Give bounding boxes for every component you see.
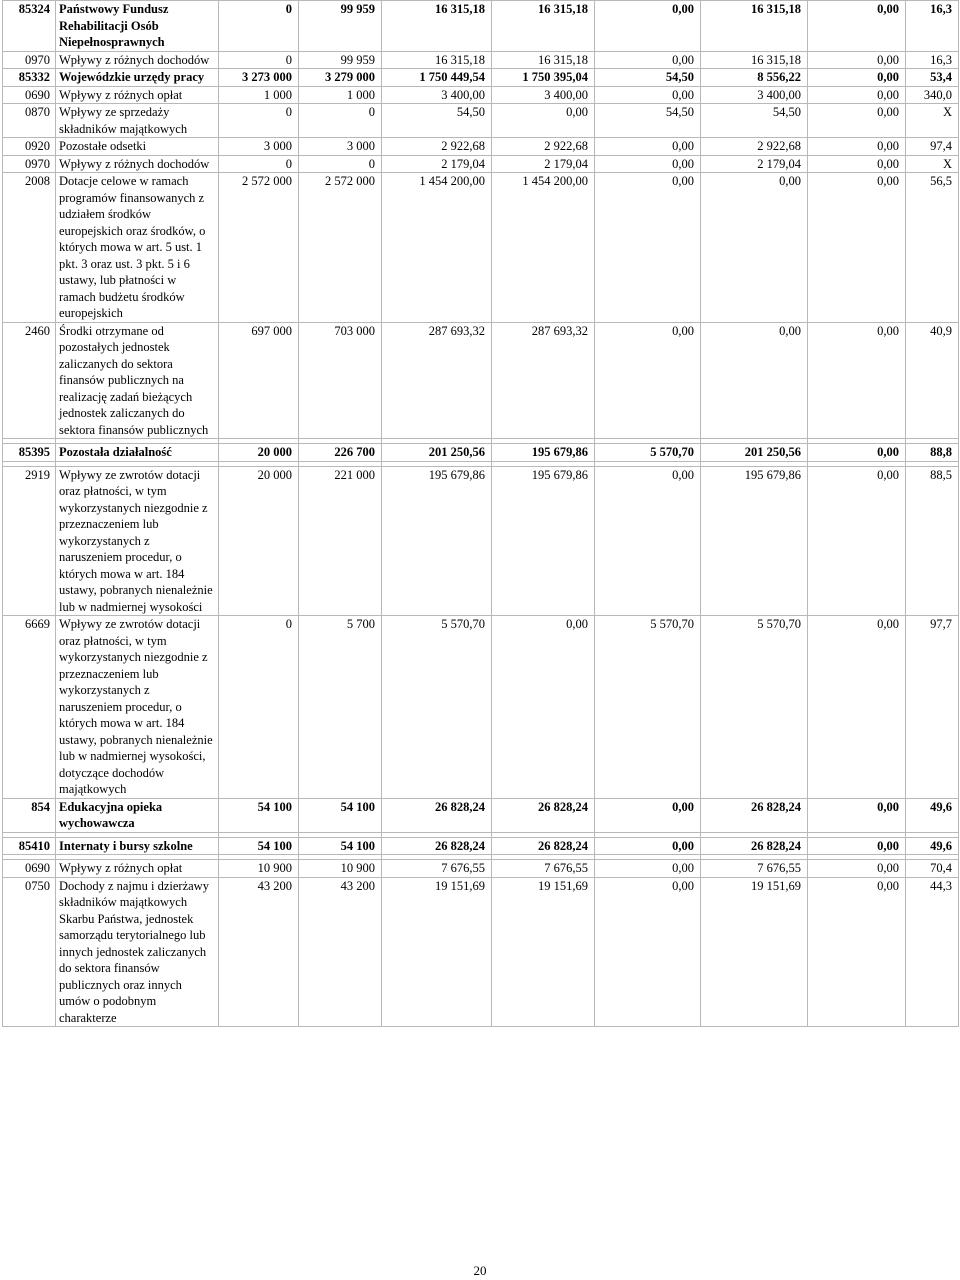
classification-code-cell: 85395 (3, 444, 56, 462)
amount-cell: 56,5 (906, 173, 959, 323)
amount-cell: 221 000 (299, 466, 382, 616)
amount-cell: 195 679,86 (382, 466, 492, 616)
amount-cell: 195 679,86 (701, 466, 808, 616)
amount-cell: 0,00 (595, 877, 701, 1027)
item-name-cell: Wpływy z różnych opłat (56, 86, 219, 104)
classification-code-cell: 6669 (3, 616, 56, 799)
item-name-cell: Wpływy z różnych dochodów (56, 51, 219, 69)
amount-cell: 2 179,04 (701, 155, 808, 173)
classification-code-cell: 0690 (3, 860, 56, 878)
amount-cell: 703 000 (299, 322, 382, 439)
table-row (3, 616, 959, 799)
amount-cell: 26 828,24 (492, 798, 595, 832)
amount-cell: 26 828,24 (382, 837, 492, 855)
table-row (3, 104, 959, 138)
amount-cell: 53,4 (906, 69, 959, 87)
amount-cell: 16 315,18 (701, 1, 808, 52)
amount-cell: 2 922,68 (492, 138, 595, 156)
amount-cell: 3 400,00 (382, 86, 492, 104)
amount-cell: 0,00 (808, 322, 906, 439)
amount-cell: 99 959 (299, 51, 382, 69)
amount-cell: 1 454 200,00 (382, 173, 492, 323)
classification-code-cell: 0970 (3, 155, 56, 173)
amount-cell: 7 676,55 (701, 860, 808, 878)
amount-cell: 287 693,32 (382, 322, 492, 439)
amount-cell: 0,00 (595, 155, 701, 173)
amount-cell: 20 000 (219, 444, 299, 462)
amount-cell: 0,00 (595, 173, 701, 323)
amount-cell: 26 828,24 (701, 837, 808, 855)
classification-code-cell: 854 (3, 798, 56, 832)
amount-cell: 54,50 (595, 104, 701, 138)
amount-cell: 5 570,70 (701, 616, 808, 799)
amount-cell: 19 151,69 (492, 877, 595, 1027)
table-row (3, 877, 959, 1027)
amount-cell: 0,00 (808, 138, 906, 156)
amount-cell: 54,50 (595, 69, 701, 87)
amount-cell: 16 315,18 (492, 51, 595, 69)
amount-cell: 54 100 (299, 798, 382, 832)
amount-cell: 49,6 (906, 798, 959, 832)
amount-cell: 0,00 (808, 444, 906, 462)
document-page (2, 0, 958, 1027)
classification-code-cell: 0920 (3, 138, 56, 156)
classification-code-cell: 2460 (3, 322, 56, 439)
amount-cell: 16,3 (906, 51, 959, 69)
amount-cell: 0,00 (808, 837, 906, 855)
amount-cell: 54 100 (219, 798, 299, 832)
table-row (3, 837, 959, 855)
amount-cell: 201 250,56 (382, 444, 492, 462)
amount-cell: 0,00 (595, 138, 701, 156)
amount-cell: 7 676,55 (492, 860, 595, 878)
amount-cell: 0 (219, 155, 299, 173)
amount-cell: 10 900 (299, 860, 382, 878)
table-row (3, 466, 959, 616)
table-row (3, 444, 959, 462)
classification-code-cell: 0750 (3, 877, 56, 1027)
amount-cell: 43 200 (219, 877, 299, 1027)
budget-table (2, 0, 959, 1027)
amount-cell: 88,8 (906, 444, 959, 462)
item-name-cell: Wpływy z różnych opłat (56, 860, 219, 878)
amount-cell: 19 151,69 (382, 877, 492, 1027)
table-row (3, 322, 959, 439)
amount-cell: 0,00 (701, 173, 808, 323)
table-row (3, 173, 959, 323)
amount-cell: X (906, 155, 959, 173)
item-name-cell: Wpływy ze zwrotów dotacji oraz płatności, w tym wykorzystanych niezgodnie z przeznaczeniem lub wykorzystanych z naruszeniem procedur, o których mowa w art. 184 ustawy, pobranych nienależnie lub w nadmiernej wysokości (56, 466, 219, 616)
amount-cell: 0 (219, 104, 299, 138)
amount-cell: 1 000 (299, 86, 382, 104)
amount-cell: 3 273 000 (219, 69, 299, 87)
amount-cell: 16 315,18 (382, 51, 492, 69)
item-name-cell: Dochody z najmu i dzierżawy składników majątkowych Skarbu Państwa, jednostek samorządu terytorialnego lub innych jednostek zaliczanych do sektora finansów publicznych oraz innych umów o podobnym charakterze (56, 877, 219, 1027)
amount-cell: 2 572 000 (219, 173, 299, 323)
amount-cell: 0,00 (595, 86, 701, 104)
table-row (3, 155, 959, 173)
amount-cell: 0,00 (808, 104, 906, 138)
amount-cell: 201 250,56 (701, 444, 808, 462)
amount-cell: 26 828,24 (492, 837, 595, 855)
amount-cell: 16 315,18 (382, 1, 492, 52)
amount-cell: X (906, 104, 959, 138)
amount-cell: 0,00 (595, 837, 701, 855)
amount-cell: 0 (219, 51, 299, 69)
classification-code-cell: 85410 (3, 837, 56, 855)
item-name-cell: Wpływy z różnych dochodów (56, 155, 219, 173)
amount-cell: 20 000 (219, 466, 299, 616)
amount-cell: 2 922,68 (382, 138, 492, 156)
amount-cell: 0,00 (808, 173, 906, 323)
item-name-cell: Pozostałe odsetki (56, 138, 219, 156)
amount-cell: 3 400,00 (492, 86, 595, 104)
amount-cell: 54 100 (299, 837, 382, 855)
amount-cell: 5 700 (299, 616, 382, 799)
amount-cell: 0,00 (808, 860, 906, 878)
item-name-cell: Edukacyjna opieka wychowawcza (56, 798, 219, 832)
amount-cell: 0,00 (808, 798, 906, 832)
amount-cell: 3 000 (299, 138, 382, 156)
amount-cell: 5 570,70 (382, 616, 492, 799)
amount-cell: 0 (219, 616, 299, 799)
classification-code-cell: 0690 (3, 86, 56, 104)
table-row (3, 798, 959, 832)
amount-cell: 0,00 (595, 1, 701, 52)
amount-cell: 19 151,69 (701, 877, 808, 1027)
amount-cell: 88,5 (906, 466, 959, 616)
amount-cell: 16 315,18 (492, 1, 595, 52)
amount-cell: 1 000 (219, 86, 299, 104)
table-body (3, 1, 959, 1027)
amount-cell: 97,4 (906, 138, 959, 156)
item-name-cell: Wpływy ze sprzedaży składników majątkowych (56, 104, 219, 138)
amount-cell: 16 315,18 (701, 51, 808, 69)
amount-cell: 0,00 (808, 616, 906, 799)
page-number: 20 (473, 1263, 487, 1278)
amount-cell: 0,00 (701, 322, 808, 439)
amount-cell: 16,3 (906, 1, 959, 52)
classification-code-cell: 0970 (3, 51, 56, 69)
amount-cell: 1 750 449,54 (382, 69, 492, 87)
amount-cell: 0,00 (595, 466, 701, 616)
table-row (3, 51, 959, 69)
amount-cell: 54,50 (382, 104, 492, 138)
amount-cell: 2 572 000 (299, 173, 382, 323)
amount-cell: 226 700 (299, 444, 382, 462)
amount-cell: 3 279 000 (299, 69, 382, 87)
amount-cell: 1 454 200,00 (492, 173, 595, 323)
amount-cell: 26 828,24 (382, 798, 492, 832)
classification-code-cell: 0870 (3, 104, 56, 138)
amount-cell: 10 900 (219, 860, 299, 878)
amount-cell: 0,00 (595, 322, 701, 439)
amount-cell: 0,00 (808, 155, 906, 173)
amount-cell: 3 000 (219, 138, 299, 156)
amount-cell: 0,00 (492, 104, 595, 138)
amount-cell: 70,4 (906, 860, 959, 878)
amount-cell: 0 (299, 104, 382, 138)
amount-cell: 0,00 (808, 69, 906, 87)
amount-cell: 195 679,86 (492, 444, 595, 462)
item-name-cell: Dotacje celowe w ramach programów finansowanych z udziałem środków europejskich oraz środków, o których mowa w art. 5 ust. 1 pkt. 3 oraz ust. 3 pkt. 5 i 6 ustawy, lub płatności w ramach budżetu środków europejskich (56, 173, 219, 323)
amount-cell: 26 828,24 (701, 798, 808, 832)
amount-cell: 697 000 (219, 322, 299, 439)
amount-cell: 0 (299, 155, 382, 173)
amount-cell: 54 100 (219, 837, 299, 855)
amount-cell: 340,0 (906, 86, 959, 104)
amount-cell: 43 200 (299, 877, 382, 1027)
table-row (3, 69, 959, 87)
amount-cell: 195 679,86 (492, 466, 595, 616)
classification-code-cell: 85324 (3, 1, 56, 52)
amount-cell: 0,00 (595, 798, 701, 832)
amount-cell: 0,00 (808, 466, 906, 616)
item-name-cell: Pozostała działalność (56, 444, 219, 462)
amount-cell: 0,00 (492, 616, 595, 799)
item-name-cell: Państwowy Fundusz Rehabilitacji Osób Niepełnosprawnych (56, 1, 219, 52)
amount-cell: 2 922,68 (701, 138, 808, 156)
classification-code-cell: 2008 (3, 173, 56, 323)
amount-cell: 49,6 (906, 837, 959, 855)
item-name-cell: Wpływy ze zwrotów dotacji oraz płatności, w tym wykorzystanych niezgodnie z przeznaczeniem lub wykorzystanych z naruszeniem procedur, o których mowa w art. 184 ustawy, pobranych nienależnie lub w nadmiernej wysokości, dotyczące dochodów majątkowych (56, 616, 219, 799)
table-row (3, 86, 959, 104)
amount-cell: 54,50 (701, 104, 808, 138)
amount-cell: 0,00 (808, 877, 906, 1027)
classification-code-cell: 85332 (3, 69, 56, 87)
amount-cell: 3 400,00 (701, 86, 808, 104)
amount-cell: 2 179,04 (382, 155, 492, 173)
amount-cell: 0,00 (808, 86, 906, 104)
amount-cell: 0,00 (595, 51, 701, 69)
amount-cell: 0,00 (595, 860, 701, 878)
amount-cell: 287 693,32 (492, 322, 595, 439)
amount-cell: 1 750 395,04 (492, 69, 595, 87)
item-name-cell: Środki otrzymane od pozostałych jednostek zaliczanych do sektora finansów publicznych na realizację zadań bieżących jednostek zaliczanych do sektora finansów publicznych (56, 322, 219, 439)
table-row (3, 860, 959, 878)
amount-cell: 44,3 (906, 877, 959, 1027)
amount-cell: 8 556,22 (701, 69, 808, 87)
item-name-cell: Wojewódzkie urzędy pracy (56, 69, 219, 87)
amount-cell: 0,00 (808, 51, 906, 69)
item-name-cell: Internaty i bursy szkolne (56, 837, 219, 855)
table-row (3, 1, 959, 52)
amount-cell: 0 (219, 1, 299, 52)
amount-cell: 7 676,55 (382, 860, 492, 878)
amount-cell: 97,7 (906, 616, 959, 799)
amount-cell: 5 570,70 (595, 444, 701, 462)
table-row (3, 138, 959, 156)
classification-code-cell: 2919 (3, 466, 56, 616)
amount-cell: 40,9 (906, 322, 959, 439)
amount-cell: 5 570,70 (595, 616, 701, 799)
amount-cell: 0,00 (808, 1, 906, 52)
amount-cell: 99 959 (299, 1, 382, 52)
amount-cell: 2 179,04 (492, 155, 595, 173)
